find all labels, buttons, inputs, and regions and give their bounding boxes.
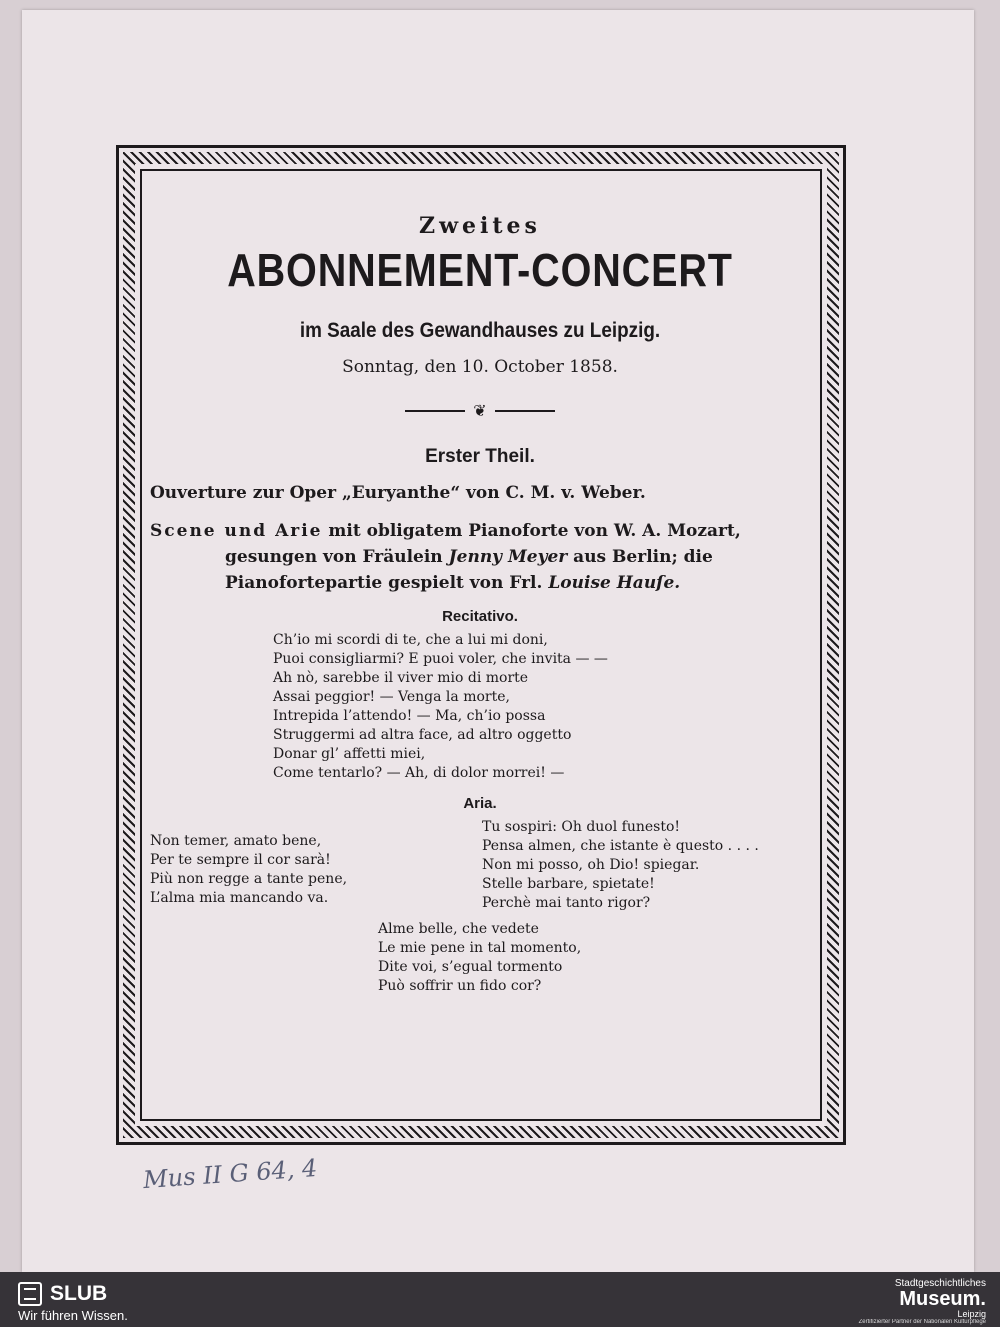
venue-line: im Saale des Gewandhauses zu Leipzig. xyxy=(299,319,661,342)
aria-columns xyxy=(150,818,810,911)
pianist-name: Louise Hauſe. xyxy=(548,573,681,593)
handwritten-shelfmark: Mus II G 64, 4 xyxy=(142,1153,319,1195)
aria-line: Alme belle, che vedete xyxy=(378,921,539,937)
recitativo-line: Struggermi ad altra face, ad altro oggetto xyxy=(273,727,572,743)
program-item-2-rest: mit obligatem Pianoforte von W. A. Mozart, xyxy=(322,521,741,541)
recitativo-line: Ch’io mi scordi di te, che a lui mi doni, xyxy=(273,632,548,648)
date-line: Sonntag, den 10. October 1858. xyxy=(342,357,618,377)
slub-name: SLUB xyxy=(50,1282,108,1305)
aria-line: Le mie pene in tal momento, xyxy=(378,940,582,956)
recitativo-verse xyxy=(150,631,810,783)
recitativo-line: Ah nò, sarebbe il viver mio di morte xyxy=(273,670,529,686)
aria-line: Non mi posso, oh Dio! spiegar. xyxy=(482,857,700,873)
program-item-2-line-2 xyxy=(150,544,810,570)
part-heading: Erster Theil. xyxy=(425,446,535,467)
recitativo-line: Intrepida l’attendo! — Ma, ch’io possa xyxy=(273,708,546,724)
program-item-2-line-2-post: aus Berlin; die xyxy=(567,547,713,567)
aria-line: Pensa almen, che istante è questo . . . . xyxy=(482,838,759,854)
aria-line: Più non regge a tante pene, xyxy=(150,871,348,887)
recitativo-line: Puoi consigliarmi? E puoi voler, che invita — — xyxy=(273,651,608,667)
aria-right-verse xyxy=(482,818,759,913)
program-content xyxy=(150,195,810,996)
program-item-1 xyxy=(150,480,810,506)
singer-name: Jenny Meyer xyxy=(448,547,568,567)
program-item-2 xyxy=(150,518,810,596)
recitativo-line: Donar gl’ affetti miei, xyxy=(273,746,426,762)
program-item-2-lead: Scene und Arie xyxy=(150,521,323,541)
program-item-2-line-3-pre: Pianofortepartie gespielt von Frl. xyxy=(225,573,549,593)
program-item-2-line-3 xyxy=(150,570,810,596)
slub-tagline: Wir führen Wissen. xyxy=(18,1308,128,1323)
program-item-2-line-1 xyxy=(150,518,810,544)
aria-bottom-verse xyxy=(150,920,810,996)
aria-heading: Aria. xyxy=(463,795,497,812)
slub-logo[interactable] xyxy=(18,1282,128,1323)
program-item-1-text: Ouverture zur Oper „Euryanthe“ von C. M. v. Weber. xyxy=(150,483,646,503)
divider-line-right xyxy=(495,410,555,412)
recitativo-line: Assai peggior! — Venga la morte, xyxy=(273,689,510,705)
ornament-icon: ❦ xyxy=(473,401,487,420)
aria-left-verse xyxy=(150,832,347,908)
aria-line: L’alma mia mancando va. xyxy=(150,890,329,906)
museum-line-4: Zertifizierter Partner der Nationalen Kulturpflege xyxy=(858,1319,986,1325)
recitativo-heading: Recitativo. xyxy=(442,608,518,625)
footer-bar xyxy=(0,1272,1000,1327)
aria-line: Perchè mai tanto rigor? xyxy=(482,895,651,911)
aria-line: Per te sempre il cor sarà! xyxy=(150,852,331,868)
page-title: ABONNEMENT-CONCERT xyxy=(227,244,733,296)
aria-line: Può soffrir un fido cor? xyxy=(378,978,542,994)
heading-small: Zweites xyxy=(419,213,541,239)
museum-logo[interactable] xyxy=(859,1278,986,1325)
aria-line: Dite voi, s’egual tormento xyxy=(378,959,563,975)
program-item-2-line-2-pre: gesungen von Fräulein xyxy=(225,547,449,567)
divider-line-left xyxy=(405,410,465,412)
aria-line: Non temer, amato bene, xyxy=(150,833,322,849)
aria-line: Tu sospiri: Oh duol funesto! xyxy=(482,819,681,835)
recitativo-line: Come tentarlo? — Ah, di dolor morrei! — xyxy=(273,765,565,781)
ornament-divider xyxy=(150,401,810,420)
slub-icon xyxy=(18,1282,42,1306)
museum-line-2: Museum. xyxy=(899,1288,986,1310)
aria-line: Stelle barbare, spietate! xyxy=(482,876,655,892)
museum-line-3: Leipzig xyxy=(957,1309,986,1319)
museum-line-1: Stadtgeschichtliches xyxy=(894,1278,986,1289)
